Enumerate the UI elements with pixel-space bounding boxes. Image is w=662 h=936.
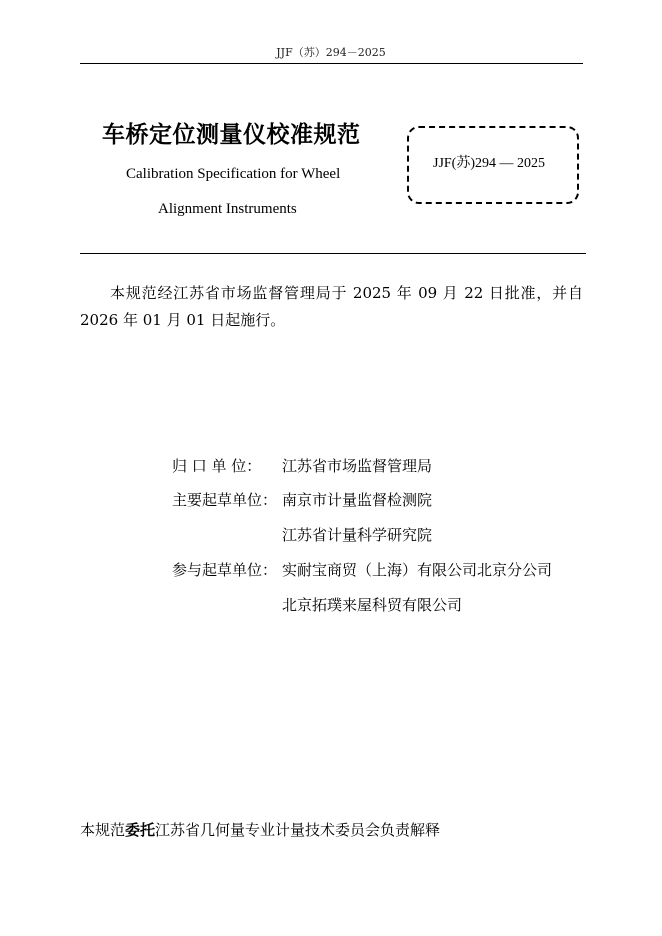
approval-statement: 本规范经江苏省市场监督管理局于 2025 年 09 月 22 日批准，并自 2026 年 01 月 01 日起施行。: [80, 284, 583, 329]
title-rule: [80, 253, 586, 254]
main-drafting-unit-2: 江苏省计量科学研究院: [282, 526, 433, 544]
participating-unit-1: 实耐宝商贸（上海）有限公司北京分公司: [282, 561, 553, 579]
main-drafting-unit-1: 南京市计量监督检测院: [282, 491, 433, 509]
interpretation-prefix: 本规范: [80, 821, 126, 839]
header-code: JJF（苏）294－2025: [276, 46, 386, 59]
header-rule: [80, 63, 583, 64]
interpretation-note: [80, 819, 440, 840]
main-drafting-label: 主要起草单位：: [172, 491, 278, 509]
english-title-line-2: Alignment Instruments: [158, 201, 297, 217]
participating-label: 参与起草单位：: [172, 561, 278, 579]
interpretation-suffix: 江苏省几何量专业计量技术委员会负责解释: [155, 821, 441, 839]
participating-unit-2: 北京拓璞来屋科贸有限公司: [282, 596, 463, 614]
english-title-line-1: Calibration Specification for Wheel: [126, 166, 341, 182]
centralized-unit-value: 江苏省市场监督管理局: [282, 457, 433, 475]
document-title: 车桥定位测量仪校准规范: [102, 122, 361, 148]
document-code: JJF(苏)294 — 2025: [433, 156, 546, 171]
centralized-unit-label: 归 口 单 位：: [172, 457, 262, 475]
interpretation-bold: 委托: [125, 821, 156, 839]
